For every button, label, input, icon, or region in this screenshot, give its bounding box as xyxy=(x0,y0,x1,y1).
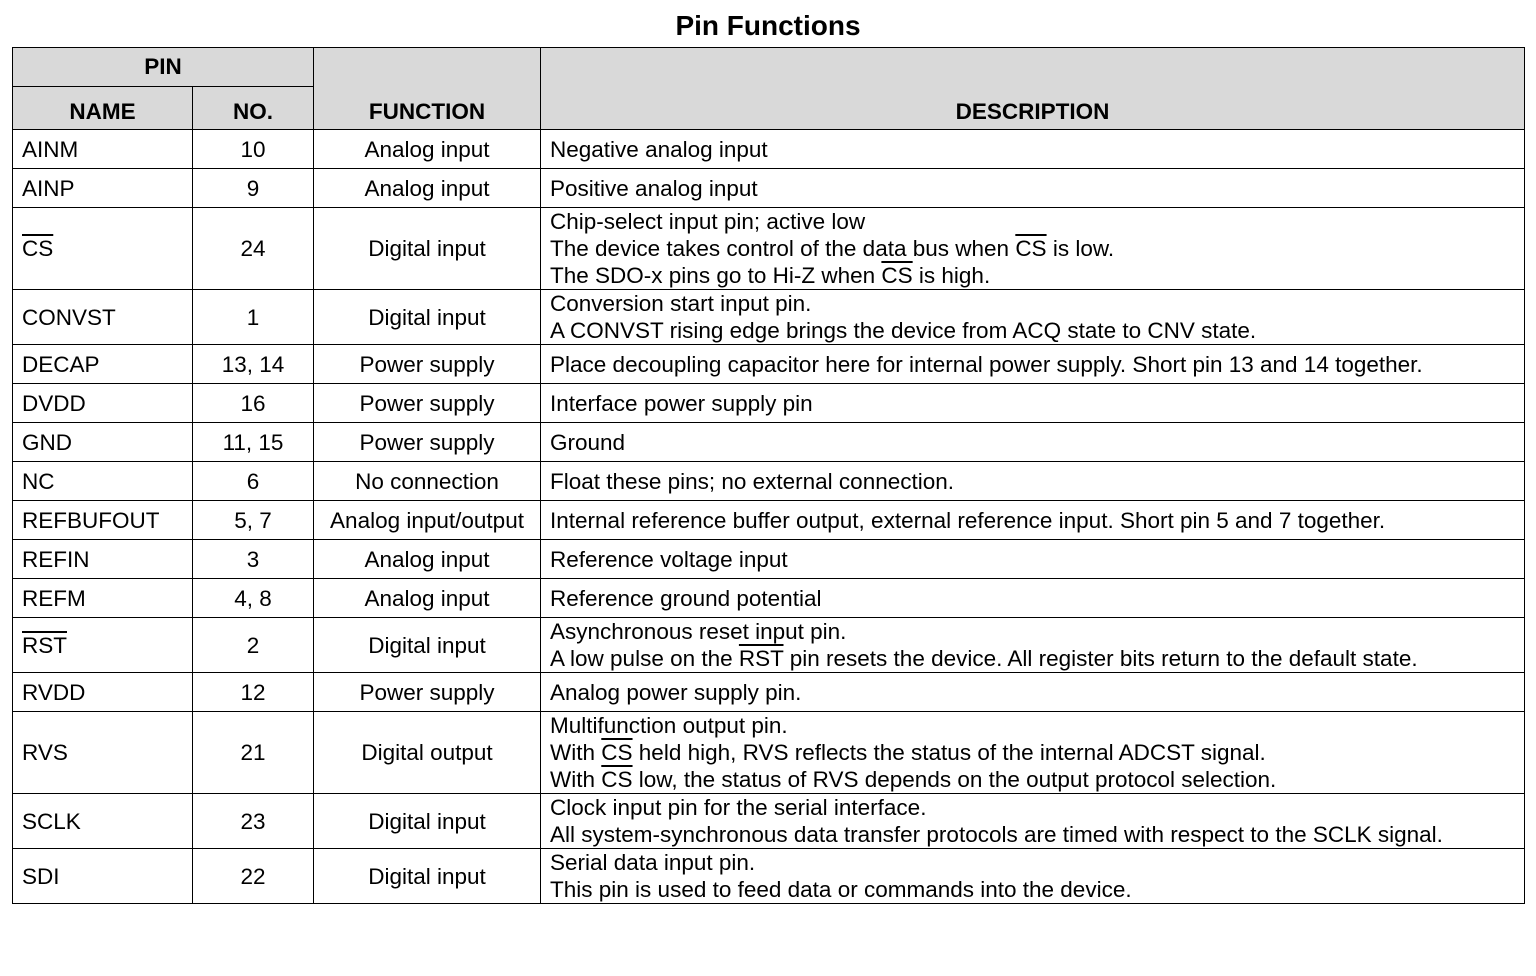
pin-number: 11, 15 xyxy=(193,423,314,462)
pin-name xyxy=(13,794,193,849)
pin-name xyxy=(13,169,193,208)
pin-description xyxy=(541,501,1525,540)
pin-name-text: DECAP xyxy=(22,351,100,377)
table-row xyxy=(13,712,1525,794)
pin-number: 3 xyxy=(193,540,314,579)
description-line: A low pulse on the $\overline{RST}$ pin resets the device. All register bits return to the default state. xyxy=(550,646,1418,671)
pin-name-text: NC xyxy=(22,468,55,494)
pin-name-text: REFBUFOUT xyxy=(22,507,160,533)
table-row xyxy=(13,540,1525,579)
pin-name-text: REFM xyxy=(22,585,86,611)
pin-description xyxy=(541,579,1525,618)
description-line: Serial data input pin. xyxy=(550,850,756,875)
table-row xyxy=(13,169,1525,208)
pin-functions-table xyxy=(12,47,1525,904)
pin-name xyxy=(13,579,193,618)
pin-name xyxy=(13,208,193,290)
pin-number: 12 xyxy=(193,673,314,712)
pin-name-text: SCLK xyxy=(22,808,81,834)
pin-name xyxy=(13,712,193,794)
pin-description xyxy=(541,290,1525,345)
pin-function: Analog input xyxy=(314,169,541,208)
pin-number: 1 xyxy=(193,290,314,345)
pin-name-text: SDI xyxy=(22,863,60,889)
pin-name xyxy=(13,130,193,169)
pin-function: Analog input xyxy=(314,130,541,169)
description-line: All system-synchronous data transfer protocols are timed with respect to the SCLK signal. xyxy=(550,822,1443,847)
description-line: Negative analog input xyxy=(550,136,768,162)
pin-name xyxy=(13,618,193,673)
pin-name xyxy=(13,462,193,501)
pin-name-text: $\overline{CS}$ xyxy=(22,236,54,261)
header-description: DESCRIPTION xyxy=(541,48,1525,130)
table-row xyxy=(13,423,1525,462)
description-line: Ground xyxy=(550,429,626,455)
pin-function: Analog input/output xyxy=(314,501,541,540)
pin-name-text: REFIN xyxy=(22,546,90,572)
pin-number: 4, 8 xyxy=(193,579,314,618)
table-row xyxy=(13,794,1525,849)
description-line: Place decoupling capacitor here for internal power supply. Short pin 13 and 14 together. xyxy=(550,351,1423,377)
pin-description xyxy=(541,849,1525,904)
description-line: Multifunction output pin. xyxy=(550,713,788,738)
page-title: Pin Functions xyxy=(675,10,861,41)
pin-function: Digital input xyxy=(314,618,541,673)
pin-number: 21 xyxy=(193,712,314,794)
description-line: With $\overline{CS}$ low, the status of RVS depends on the output protocol selection. xyxy=(550,767,1277,792)
description-line: Reference voltage input xyxy=(550,546,788,572)
pin-number: 16 xyxy=(193,384,314,423)
description-line: Conversion start input pin. xyxy=(550,291,812,316)
pin-description xyxy=(541,462,1525,501)
pin-name-text: AINP xyxy=(22,175,75,201)
pin-function: Analog input xyxy=(314,540,541,579)
pin-number: 22 xyxy=(193,849,314,904)
description-line: Asynchronous reset input pin. xyxy=(550,619,847,644)
table-row xyxy=(13,130,1525,169)
pin-name-text: RVDD xyxy=(22,679,86,705)
pin-function: No connection xyxy=(314,462,541,501)
description-line: The device takes control of the data bus when $\overline{CS}$ is low. xyxy=(550,236,1115,261)
pin-function: Digital input xyxy=(314,849,541,904)
pin-function: Analog input xyxy=(314,579,541,618)
pin-name-text: RVS xyxy=(22,740,68,765)
pin-name-text: GND xyxy=(22,429,72,455)
table-row xyxy=(13,208,1525,290)
pin-number: 23 xyxy=(193,794,314,849)
pin-description xyxy=(541,540,1525,579)
pin-function: Power supply xyxy=(314,423,541,462)
description-line: Clock input pin for the serial interface. xyxy=(550,795,927,820)
pin-name xyxy=(13,423,193,462)
description-line: Positive analog input xyxy=(550,175,758,201)
pin-name xyxy=(13,290,193,345)
table-row xyxy=(13,384,1525,423)
pin-name xyxy=(13,849,193,904)
description-line: Analog power supply pin. xyxy=(550,679,802,705)
pin-number: 9 xyxy=(193,169,314,208)
pin-function: Digital input xyxy=(314,290,541,345)
pin-name-text: DVDD xyxy=(22,390,86,416)
pin-description xyxy=(541,384,1525,423)
table-header xyxy=(13,48,1525,130)
pin-name xyxy=(13,384,193,423)
pin-number: 2 xyxy=(193,618,314,673)
pin-description xyxy=(541,169,1525,208)
pin-name xyxy=(13,673,193,712)
table-row xyxy=(13,849,1525,904)
header-name: NAME xyxy=(13,87,193,130)
description-line: Chip-select input pin; active low xyxy=(550,209,866,234)
table-body xyxy=(13,130,1525,904)
pin-name xyxy=(13,540,193,579)
pin-number: 13, 14 xyxy=(193,345,314,384)
pin-name-text: CONVST xyxy=(22,304,116,330)
pin-description xyxy=(541,423,1525,462)
description-line: With $\overline{CS}$ held high, RVS reflects the status of the internal ADCST signal. xyxy=(550,740,1266,765)
pin-name xyxy=(13,345,193,384)
description-line: Reference ground potential xyxy=(550,585,822,611)
table-row xyxy=(13,462,1525,501)
description-line: A CONVST rising edge brings the device from ACQ state to CNV state. xyxy=(550,318,1257,343)
pin-function: Digital output xyxy=(314,712,541,794)
table-row xyxy=(13,501,1525,540)
pin-number: 10 xyxy=(193,130,314,169)
table-row xyxy=(13,673,1525,712)
pin-description xyxy=(541,712,1525,794)
pin-name xyxy=(13,501,193,540)
pin-number: 6 xyxy=(193,462,314,501)
pin-name-text: $\overline{RST}$ xyxy=(22,632,67,658)
pin-number: 24 xyxy=(193,208,314,290)
description-line: Float these pins; no external connection. xyxy=(550,468,955,494)
pin-function: Digital input xyxy=(314,208,541,290)
pin-name-text: AINM xyxy=(22,136,79,162)
header-function: FUNCTION xyxy=(314,48,541,130)
header-pin: PIN xyxy=(13,48,314,87)
pin-description xyxy=(541,673,1525,712)
pin-description xyxy=(541,208,1525,290)
pin-function: Power supply xyxy=(314,345,541,384)
pin-description xyxy=(541,618,1525,673)
description-line: This pin is used to feed data or commands into the device. xyxy=(550,877,1132,902)
pin-number: 5, 7 xyxy=(193,501,314,540)
description-line: Internal reference buffer output, external reference input. Short pin 5 and 7 together. xyxy=(550,507,1386,533)
pin-function: Power supply xyxy=(314,384,541,423)
header-no: NO. xyxy=(193,87,314,130)
pin-function: Power supply xyxy=(314,673,541,712)
table-row xyxy=(13,579,1525,618)
description-line: Interface power supply pin xyxy=(550,390,813,416)
pin-description xyxy=(541,794,1525,849)
pin-description xyxy=(541,130,1525,169)
pin-description xyxy=(541,345,1525,384)
description-line: The SDO-x pins go to Hi-Z when $\overline{CS}$ is high. xyxy=(550,263,991,288)
table-row xyxy=(13,290,1525,345)
table-row xyxy=(13,345,1525,384)
table-row xyxy=(13,618,1525,673)
pin-function: Digital input xyxy=(314,794,541,849)
